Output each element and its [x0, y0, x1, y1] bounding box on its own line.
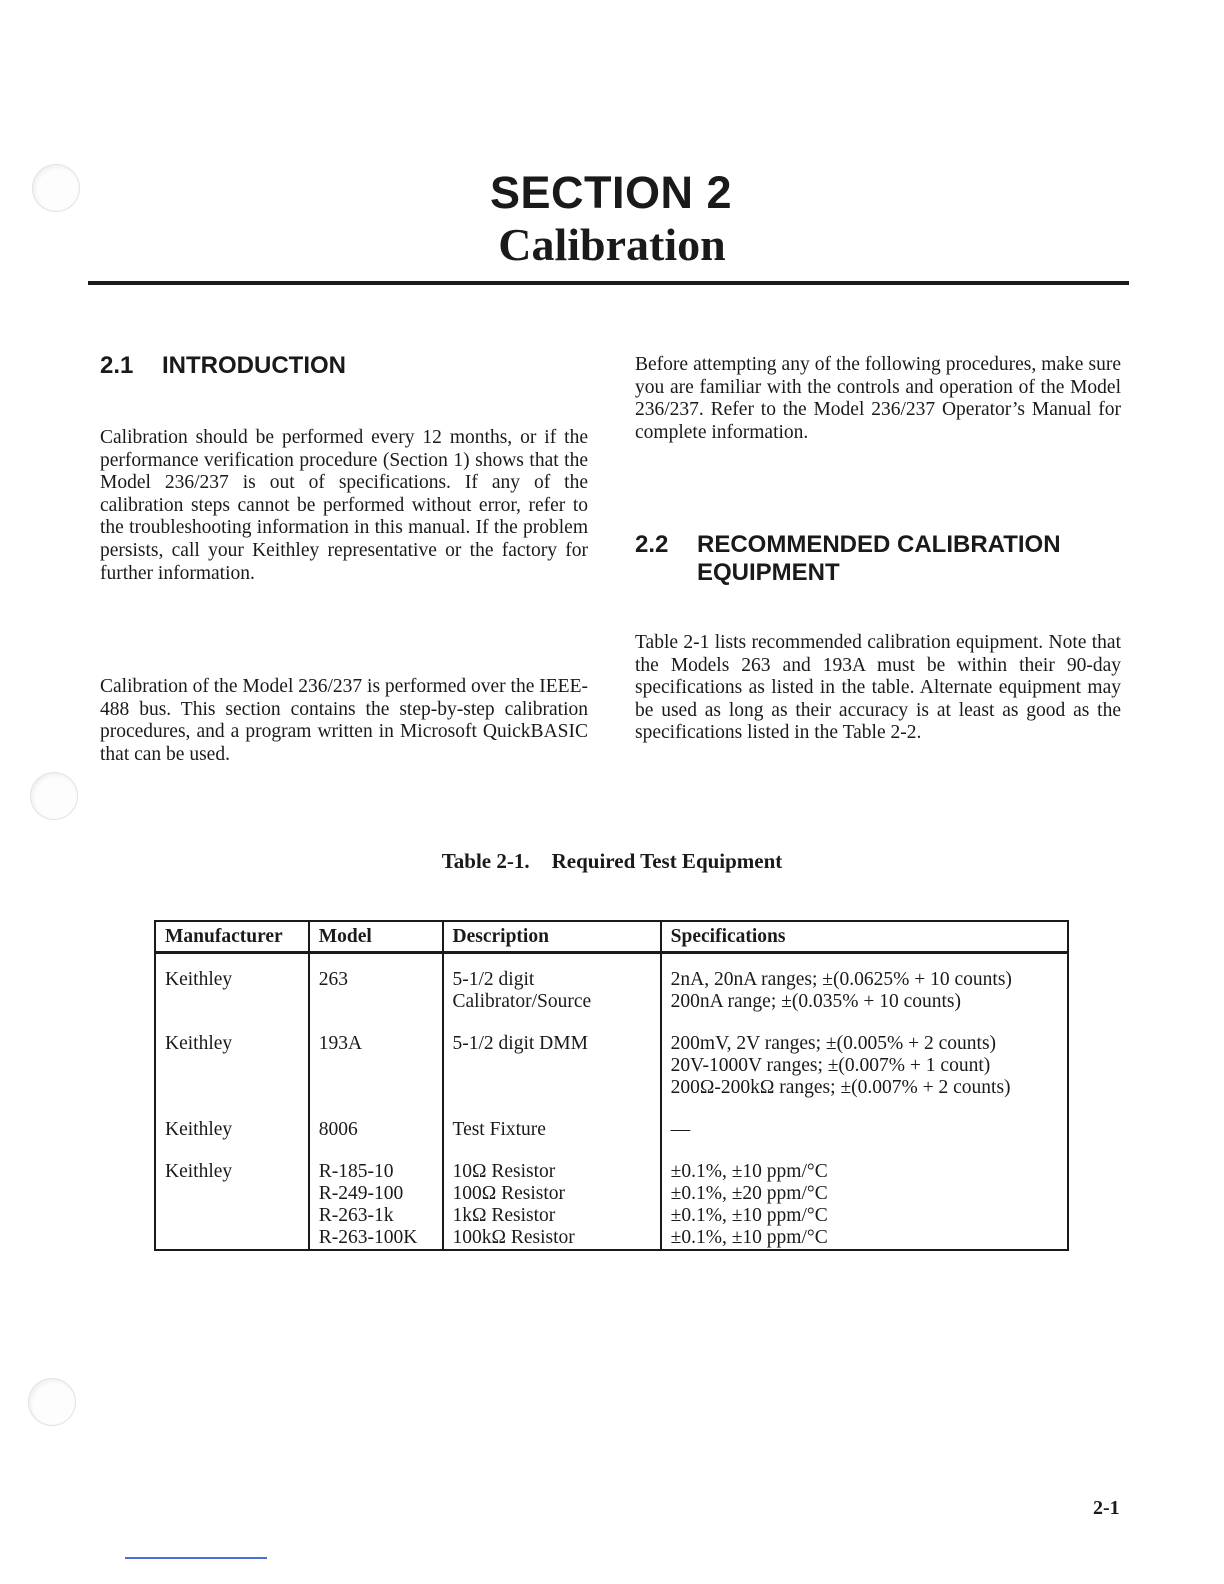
cell-specifications: 2nA, 20nA ranges; ±(0.0625% + 10 counts) 200nA range; ±(0.035% + 10 counts): [661, 953, 1068, 1014]
page-number: 2-1: [1093, 1497, 1120, 1519]
chapter-title: Calibration: [498, 219, 726, 270]
table-row: [155, 953, 1068, 1014]
section-title: SECTION 2: [489, 167, 733, 218]
punch-hole-middle: [30, 772, 78, 820]
cell-description: Test Fixture: [443, 1099, 661, 1141]
cell-description: 5-1/2 digit DMM: [443, 1013, 661, 1099]
table-row: [155, 1099, 1068, 1141]
intro-paragraph-3: Before attempting any of the following procedures, make sure you are familiar with the controls and operation of the Model 236/237. Refer to the Model 236/237 Operator’s Manual for complete information.: [635, 354, 1121, 443]
cell-manufacturer: Keithley: [155, 1099, 309, 1141]
equipment-paragraph: Table 2-1 lists recommended calibration equipment. Note that the Models 263 and 193A must be within their 90-day specifications as listed in the table. Alternate equipment may be used as long as their accuracy is at least as good as the specifications listed in the Table 2-2.: [635, 632, 1121, 744]
table-caption-number: Table 2-1.: [441, 849, 530, 873]
table-caption: [0, 848, 1224, 874]
cell-specifications: ±0.1%, ±10 ppm/°C ±0.1%, ±20 ppm/°C ±0.1%, ±10 ppm/°C ±0.1%, ±10 ppm/°C: [661, 1141, 1068, 1250]
heading-text-line-1: RECOMMENDED CALIBRATION: [697, 531, 1061, 558]
cell-description: 5-1/2 digit Calibrator/Source: [443, 953, 661, 1014]
heading-number: 2.1: [100, 352, 134, 379]
cell-model: R-185-10 R-249-100 R-263-1k R-263-100K: [309, 1141, 443, 1250]
footer-link-underline[interactable]: [125, 1557, 267, 1559]
table-caption-title: Required Test Equipment: [551, 849, 783, 873]
cell-manufacturer: Keithley: [155, 1141, 309, 1250]
page-header: [0, 166, 1224, 272]
heading-text: INTRODUCTION: [162, 352, 346, 379]
header-description: Description: [443, 921, 661, 953]
cell-manufacturer: Keithley: [155, 1013, 309, 1099]
cell-description: 10Ω Resistor 100Ω Resistor 1kΩ Resistor 100kΩ Resistor: [443, 1141, 661, 1250]
header-rule: [88, 281, 1129, 285]
cell-model: 8006: [309, 1099, 443, 1141]
table-row: [155, 1141, 1068, 1250]
cell-specifications: —: [661, 1099, 1068, 1141]
cell-model: 263: [309, 953, 443, 1014]
cell-manufacturer: Keithley: [155, 953, 309, 1014]
header-manufacturer: Manufacturer: [155, 921, 309, 953]
heading-text-line-2: EQUIPMENT: [697, 559, 840, 586]
heading-number: 2.2: [635, 531, 669, 558]
table-header-row: [155, 921, 1068, 953]
header-model: Model: [309, 921, 443, 953]
cell-specifications: 200mV, 2V ranges; ±(0.005% + 2 counts) 20V-1000V ranges; ±(0.007% + 1 count) 200Ω-200kΩ ranges; ±(0.007% + 2 counts): [661, 1013, 1068, 1099]
equipment-table: [154, 920, 1069, 1251]
intro-paragraph-1: Calibration should be performed every 12 months, or if the performance verification procedure (Section 1) shows that the Model 236/237 is out of specifications. If any of the calibration steps cannot be performed without error, refer to the troubleshooting information in this manual. If the problem persists, call your Keithley representative or the factory for further information.: [100, 427, 588, 584]
header-specifications: Specifications: [661, 921, 1068, 953]
cell-model: 193A: [309, 1013, 443, 1099]
intro-paragraph-2: Calibration of the Model 236/237 is performed over the IEEE-488 bus. This section contains the step-by-step calibration procedures, and a program written in Microsoft QuickBASIC that can be used.: [100, 676, 588, 765]
table-row: [155, 1013, 1068, 1099]
punch-hole-bottom: [28, 1378, 76, 1426]
